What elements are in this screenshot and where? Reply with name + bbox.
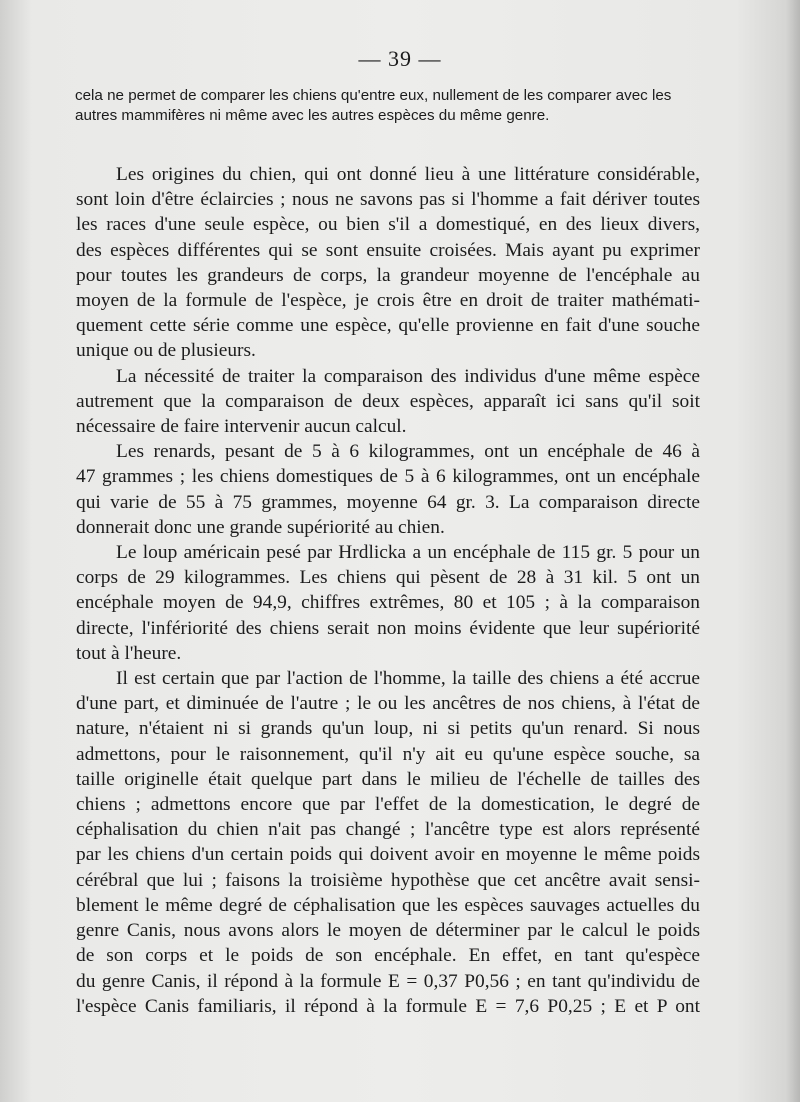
text-line: de son corps et le poids de son encéphale. En effet, en tant qu'espèce bbox=[76, 945, 700, 967]
text-line: taille originelle était quelque part dans le milieu de l'échelle de tailles des bbox=[76, 768, 700, 790]
text-line: d'une part, et diminuée de l'autre ; le ou les ancêtres de nos chiens, à l'état de bbox=[76, 693, 700, 715]
text-line: Le loup américain pesé par Hrdlicka a un encéphale de 115 gr. 5 pour un bbox=[116, 542, 700, 564]
text-line: céphalisation du chien n'ait pas changé ; l'ancêtre type est alors représenté bbox=[76, 819, 700, 841]
note-line: cela ne permet de comparer les chiens qu'entre eux, nullement de les comparer avec les bbox=[75, 87, 672, 104]
paragraph-necessite bbox=[76, 364, 700, 440]
text-line: pour toutes les grandeurs de corps, la grandeur moyenne de l'encéphale au bbox=[76, 264, 700, 286]
text-line: genre Canis, nous avons alors le moyen de déterminer par le calcul le poids bbox=[76, 920, 700, 942]
text-line: Les origines du chien, qui ont donné lieu à une littérature considérable, bbox=[116, 164, 700, 185]
paragraph-certain bbox=[76, 666, 700, 1019]
paragraph-origins bbox=[76, 162, 700, 364]
paragraph-loup bbox=[76, 540, 700, 666]
text-line: par les chiens d'un certain poids qui doivent avoir en moyenne le même poids bbox=[76, 844, 700, 866]
text-line: blement le même degré de céphalisation que les espèces sauvages actuelles du bbox=[76, 894, 700, 916]
text-line: La nécessité de traiter la comparaison des individus d'une même espèce bbox=[116, 365, 700, 387]
text-line: nature, n'étaient ni si grands qu'un loup, ni si petits qu'un renard. Si nous bbox=[76, 718, 700, 740]
text-line: directe, l'infériorité des chiens serait non moins évidente que leur supériorité bbox=[76, 617, 700, 639]
text-line: quement cette série comme une espèce, qu'elle provienne en fait d'une souche bbox=[76, 315, 700, 337]
text-line: moyen de la formule de l'espèce, je crois être en droit de traiter mathémati- bbox=[76, 290, 700, 312]
text-line: autrement que la comparaison de deux espèces, apparaît ici sans qu'il soit bbox=[76, 390, 700, 412]
top-note bbox=[75, 86, 700, 126]
paragraph-renards bbox=[76, 439, 700, 540]
page-edge-shadow bbox=[786, 0, 800, 1102]
text-line: du genre Canis, il répond à la formule E = 0,37 P0,56 ; en tant qu'individu de bbox=[76, 970, 700, 992]
text-line: 47 grammes ; les chiens domestiques de 5 à 6 kilogrammes, ont un encéphale bbox=[76, 466, 700, 488]
text-line: qui varie de 55 à 75 grammes, moyenne 64 gr. 3. La comparaison directe bbox=[76, 491, 700, 513]
body-text bbox=[76, 162, 700, 1019]
text-line: unique ou de plusieurs. bbox=[76, 340, 256, 362]
text-line: chiens ; admettons encore que par l'effet de la domestication, le degré de bbox=[76, 794, 700, 816]
text-line: cérébral que lui ; faisons la troisième hypothèse que cet ancêtre avait sensi- bbox=[76, 869, 700, 891]
text-line: des espèces différentes qui se sont ensuite croisées. Mais ayant pu exprimer bbox=[76, 239, 700, 261]
text-line: sont loin d'être éclaircies ; nous ne savons pas si l'homme a fait dériver toutes bbox=[76, 189, 700, 211]
text-line: corps de 29 kilogrammes. Les chiens qui pèsent de 28 à 31 kil. 5 ont un bbox=[76, 567, 700, 589]
text-line: les races d'une seule espèce, ou bien s'il a domestiqué, en des lieux divers, bbox=[76, 214, 700, 236]
text-line: donnerait donc une grande supériorité au chien. bbox=[76, 516, 445, 538]
text-line: tout à l'heure. bbox=[76, 642, 182, 664]
text-line: Il est certain que par l'action de l'homme, la taille des chiens a été accrue bbox=[116, 668, 700, 690]
text-line: l'espèce Canis familiaris, il répond à la formule E = 7,6 P0,25 ; E et P ont bbox=[76, 995, 700, 1017]
text-line: nécessaire de faire intervenir aucun calcul. bbox=[76, 416, 407, 438]
text-line: Les renards, pesant de 5 à 6 kilogrammes, ont un encéphale de 46 à bbox=[116, 441, 700, 463]
note-line: autres mammifères ni même avec les autres espèces du même genre. bbox=[75, 107, 550, 124]
text-line: admettons, pour le raisonnement, qu'il n'y ait eu qu'une espèce souche, sa bbox=[76, 743, 700, 765]
page-number: — 39 — bbox=[358, 46, 442, 71]
text-line: encéphale moyen de 94,9, chiffres extrêmes, 80 et 105 ; à la comparaison bbox=[76, 592, 700, 614]
